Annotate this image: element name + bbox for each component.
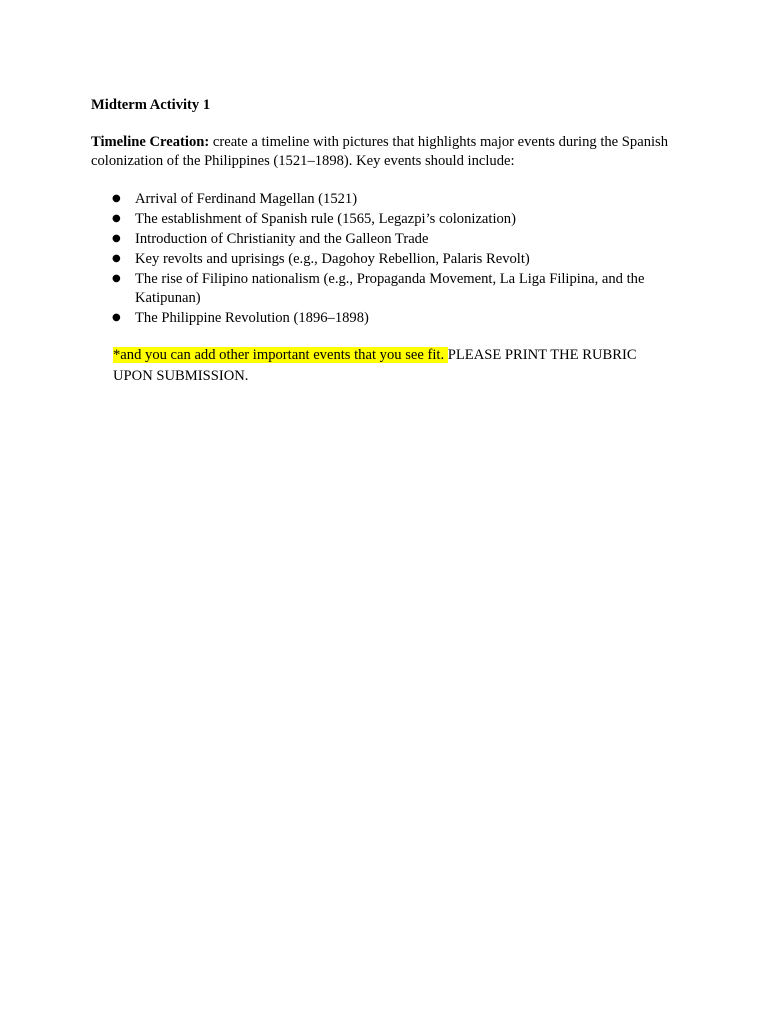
bullet-dot-icon: ● — [112, 311, 121, 323]
key-events-list — [112, 190, 682, 329]
bullet-dot-icon: ● — [112, 233, 121, 244]
bullet-dot-icon: ● — [112, 253, 121, 264]
list-item — [112, 210, 682, 229]
list-item-text: The Philippine Revolution (1896–1898) — [135, 309, 369, 326]
bullet-dot-icon: ● — [112, 273, 121, 284]
page-title: Midterm Activity 1 — [91, 97, 211, 113]
list-item — [112, 230, 682, 249]
list-item-text: The establishment of Spanish rule (1565, Legazpi’s colonization) — [135, 211, 516, 227]
bullet-dot-icon: ● — [112, 193, 121, 204]
submission-note — [113, 345, 673, 387]
list-item — [112, 309, 682, 328]
list-item — [112, 190, 682, 209]
list-item — [112, 250, 682, 269]
rubric-instruction: PLEASE PRINT THE RUBRIC UPON SUBMISSION. — [113, 347, 637, 384]
intro-paragraph — [91, 133, 671, 170]
highlighted-note: *and you can add other important events that you see fit. — [113, 347, 448, 363]
list-item-text: Key revolts and uprisings (e.g., Dagohoy Rebellion, Palaris Revolt) — [135, 251, 530, 267]
list-item-text: Introduction of Christianity and the Galleon Trade — [135, 231, 429, 247]
list-item — [112, 270, 682, 307]
bullet-dot-icon: ● — [112, 213, 121, 224]
list-item-text: Arrival of Ferdinand Magellan (1521) — [135, 191, 358, 207]
list-item-text: The rise of Filipino nationalism (e.g., Propaganda Movement, La Liga Filipina, and the Katipunan) — [135, 271, 645, 306]
intro-lead: Timeline Creation: — [91, 134, 210, 150]
intro-text: create a timeline with pictures that highlights major events during the Spanish colonization of the Philippines (1521–1898). Key events should include: — [91, 134, 669, 169]
